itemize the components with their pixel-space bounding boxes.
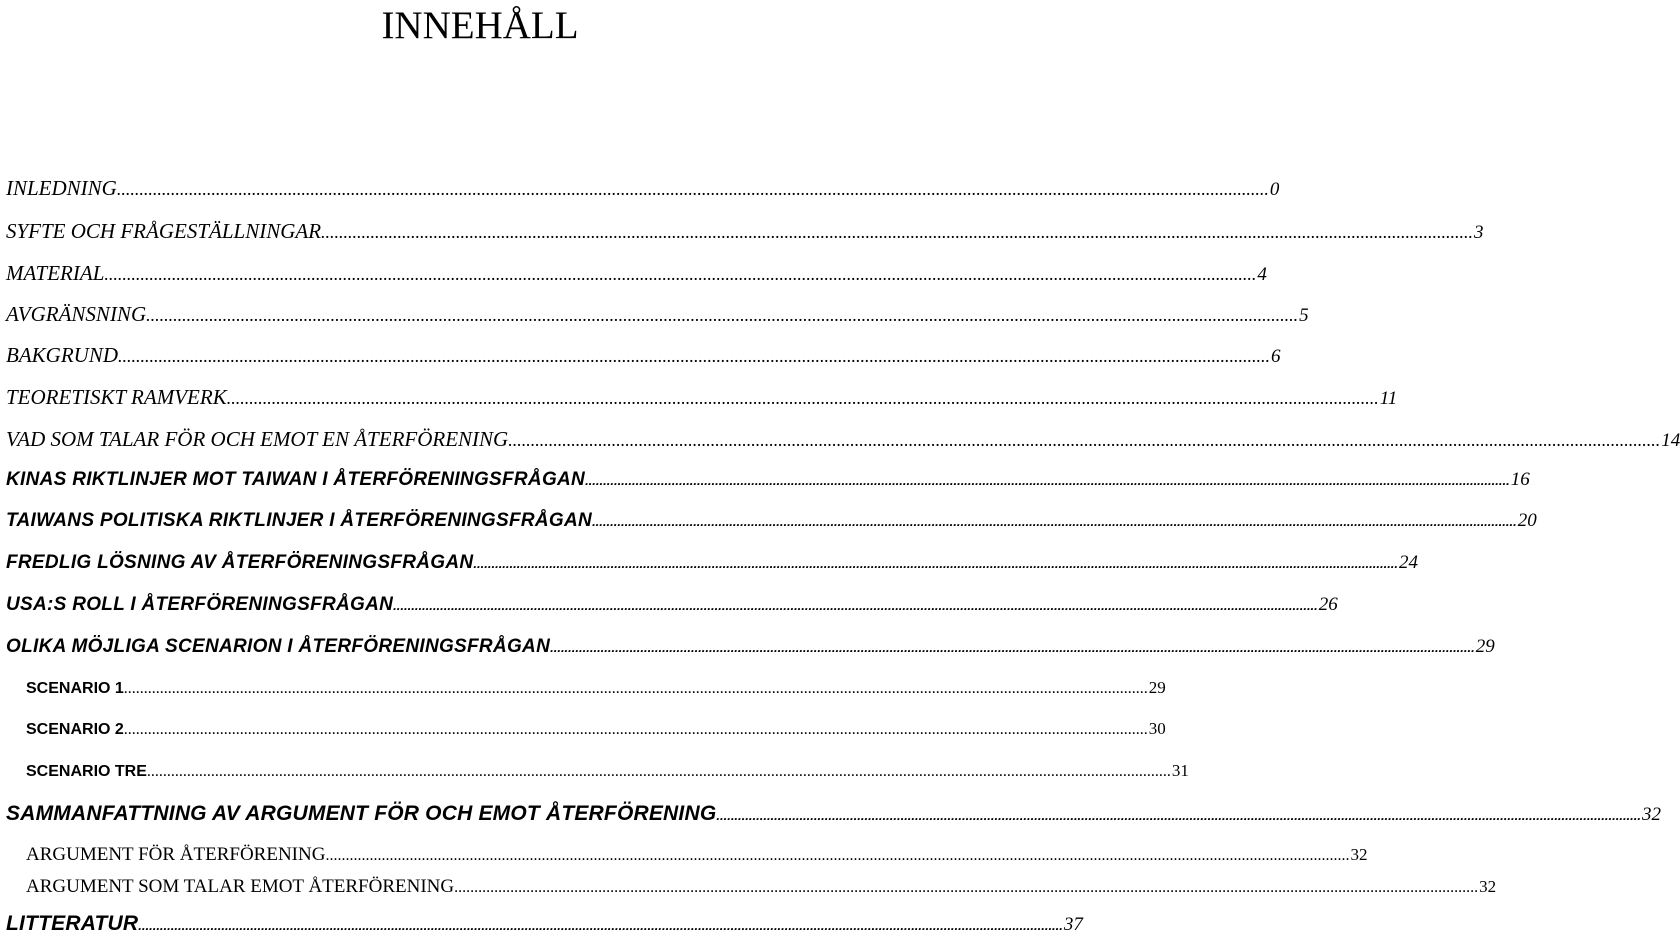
toc-entry[interactable] [6, 802, 1661, 832]
toc-entry-label: MATERIAL [6, 261, 105, 285]
toc-entry[interactable] [6, 594, 1338, 624]
toc-entry-page: 29 [1148, 678, 1166, 697]
toc-entry[interactable] [6, 302, 1309, 332]
toc-entry-page: 6 [1271, 346, 1281, 367]
toc-entry-label: VAD SOM TALAR FÖR OCH EMOT EN ÅTERFÖRENING [6, 427, 509, 451]
dot-leader: ................................................................................................................................................................................................................................................................ [550, 640, 1475, 655]
dot-leader: ................................................................................................................................................................................................................................................................ [393, 598, 1318, 613]
dot-leader: ................................................................................................................................................................................................................................................................ [138, 918, 1063, 933]
toc-entry-label: SCENARIO 2 [26, 721, 124, 738]
dot-leader: ................................................................................................................................................................................................................................................................ [226, 388, 1379, 408]
dot-leader: ................................................................................................................................................................................................................................................................ [116, 179, 1269, 199]
toc-entry-label: FREDLIG LÖSNING AV ÅTERFÖRENINGSFRÅGAN [6, 552, 474, 573]
toc-entry-label: INLEDNING [6, 176, 117, 200]
toc-entry-page: 30 [1148, 719, 1166, 738]
toc-entry-page: 32 [1642, 804, 1661, 825]
toc-entry[interactable] [6, 219, 1484, 249]
toc-entry[interactable] [26, 678, 1166, 708]
toc-entry[interactable] [6, 343, 1281, 373]
toc-entry[interactable] [6, 510, 1537, 540]
dot-leader: ................................................................................................................................................................................................................................................................ [585, 473, 1510, 488]
toc-entry-label: TAIWANS POLITISKA RIKTLINJER I ÅTERFÖRENINGSFRÅGAN [6, 510, 593, 531]
toc-entry[interactable] [6, 261, 1267, 291]
toc-entry-page: 4 [1257, 264, 1267, 285]
dot-leader: ................................................................................................................................................................................................................................................................ [321, 222, 1474, 242]
toc-entry-label: ARGUMENT FÖR ÅTERFÖRENING [26, 844, 326, 865]
toc-entry[interactable] [6, 912, 1083, 942]
toc-entry[interactable] [6, 385, 1398, 415]
toc-entry-page: 37 [1063, 914, 1083, 935]
dot-leader: ................................................................................................................................................................................................................................................................ [123, 680, 1148, 697]
toc-entry[interactable] [6, 636, 1495, 666]
dot-leader: ................................................................................................................................................................................................................................................................ [592, 514, 1517, 529]
toc-entry-page: 14 [1661, 430, 1680, 451]
toc-entry-page: 20 [1517, 510, 1537, 531]
dot-leader: ................................................................................................................................................................................................................................................................ [123, 721, 1148, 738]
toc-entry-label: SCENARIO 1 [26, 680, 124, 697]
dot-leader: ................................................................................................................................................................................................................................................................ [146, 305, 1299, 325]
toc-entry-label: SCENARIO TRE [26, 763, 147, 780]
toc-entry-page: 5 [1299, 305, 1309, 326]
toc-entry-page: 0 [1269, 179, 1280, 200]
toc-entry[interactable] [6, 469, 1530, 499]
toc-entry-label: TEORETISKT RAMVERK [6, 385, 227, 409]
toc-entry-label: SYFTE OCH FRÅGESTÄLLNINGAR [6, 219, 322, 243]
page-title: INNEHÅLL [381, 4, 579, 47]
toc-entry-page: 3 [1474, 222, 1484, 243]
toc-entry-page: 29 [1475, 636, 1495, 657]
toc-entry-page: 11 [1379, 388, 1398, 409]
toc-entry-label: SAMMANFATTNING AV ARGUMENT FÖR OCH EMOT ÅTERFÖRENING [6, 802, 717, 825]
toc-entry[interactable] [26, 876, 1497, 906]
dot-leader: ................................................................................................................................................................................................................................................................ [716, 808, 1641, 823]
toc-entry[interactable] [6, 427, 1680, 457]
dot-leader: ................................................................................................................................................................................................................................................................ [473, 556, 1399, 571]
dot-leader: ................................................................................................................................................................................................................................................................ [454, 879, 1479, 896]
toc-entry[interactable] [6, 552, 1419, 582]
toc-entry-label: USA:S ROLL I ÅTERFÖRENINGSFRÅGAN [6, 594, 394, 615]
dot-leader: ................................................................................................................................................................................................................................................................ [104, 264, 1257, 284]
dot-leader: ................................................................................................................................................................................................................................................................ [146, 763, 1171, 780]
toc-entry-page: 26 [1318, 594, 1338, 615]
toc-entry[interactable] [26, 761, 1189, 791]
toc-entry-label: ARGUMENT SOM TALAR EMOT ÅTERFÖRENING [26, 876, 455, 897]
toc-entry-page: 31 [1171, 761, 1189, 780]
toc-entry[interactable] [26, 844, 1368, 874]
toc-entry[interactable] [6, 176, 1280, 206]
toc-entry-label: OLIKA MÖJLIGA SCENARION I ÅTERFÖRENINGSFRÅGAN [6, 636, 551, 657]
toc-entry-label: LITTERATUR [6, 912, 139, 935]
toc-entry-page: 24 [1399, 552, 1419, 573]
toc-entry-label: BAKGRUND [6, 343, 118, 367]
dot-leader: ................................................................................................................................................................................................................................................................ [508, 430, 1661, 450]
toc-entry-label: AVGRÄNSNING [6, 302, 147, 326]
toc-entry-page: 16 [1510, 469, 1530, 490]
toc-entry-label: KINAS RIKTLINJER MOT TAIWAN I ÅTERFÖRENINGSFRÅGAN [6, 469, 586, 490]
toc-entry-page: 32 [1479, 877, 1497, 896]
toc-entry[interactable] [26, 719, 1166, 749]
toc-entry-page: 32 [1350, 845, 1368, 864]
dot-leader: ................................................................................................................................................................................................................................................................ [118, 346, 1270, 366]
dot-leader: ................................................................................................................................................................................................................................................................ [325, 847, 1350, 864]
